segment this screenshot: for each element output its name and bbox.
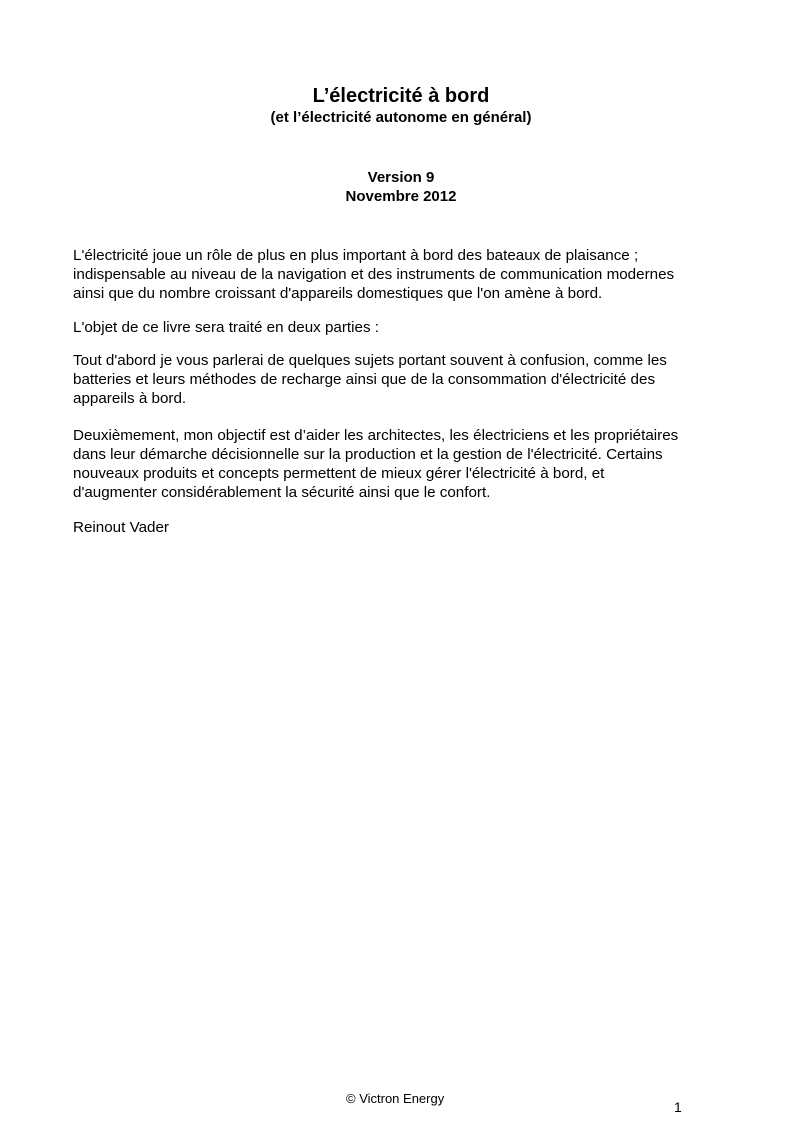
document-version: Version 9 bbox=[367, 169, 435, 186]
paragraph-part-two bbox=[73, 426, 733, 502]
paragraph-purpose bbox=[73, 318, 733, 337]
text-line: d'augmenter considérablement la sécurité ainsi que le confort. bbox=[73, 484, 491, 501]
text-line: Deuxièmement, mon objectif est d’aider les architectes, les électriciens et les propriétaires bbox=[73, 427, 679, 444]
document-title: L’électricité à bord bbox=[312, 85, 490, 107]
author-signature: Reinout Vader bbox=[73, 519, 169, 536]
text-line: appareils à bord. bbox=[73, 390, 187, 407]
document-subtitle: (et l’électricité autonome en général) bbox=[270, 109, 532, 126]
text-line: L'objet de ce livre sera traité en deux parties : bbox=[73, 319, 379, 336]
document-date: Novembre 2012 bbox=[345, 188, 457, 205]
text-line: ainsi que du nombre croissant d'appareils domestiques que l'on amène à bord. bbox=[73, 285, 603, 302]
text-line: indispensable au niveau de la navigation et des instruments de communication modernes bbox=[73, 266, 675, 283]
paragraph-intro bbox=[73, 246, 733, 303]
text-line: dans leur démarche décisionnelle sur la production et la gestion de l'électricité. Certains bbox=[73, 446, 663, 463]
text-line: batteries et leurs méthodes de recharge ainsi que de la consommation d'électricité des bbox=[73, 371, 656, 388]
paragraph-part-one bbox=[73, 351, 733, 408]
text-line: L'électricité joue un rôle de plus en plus important à bord des bateaux de plaisance ; bbox=[73, 247, 639, 264]
text-line: Tout d'abord je vous parlerai de quelques sujets portant souvent à confusion, comme les bbox=[73, 352, 667, 369]
page-footer-copyright: © Victron Energy bbox=[346, 1091, 445, 1106]
page-number: 1 bbox=[674, 1099, 682, 1115]
text-line: nouveaux produits et concepts permettent de mieux gérer l'électricité à bord, et bbox=[73, 465, 605, 482]
